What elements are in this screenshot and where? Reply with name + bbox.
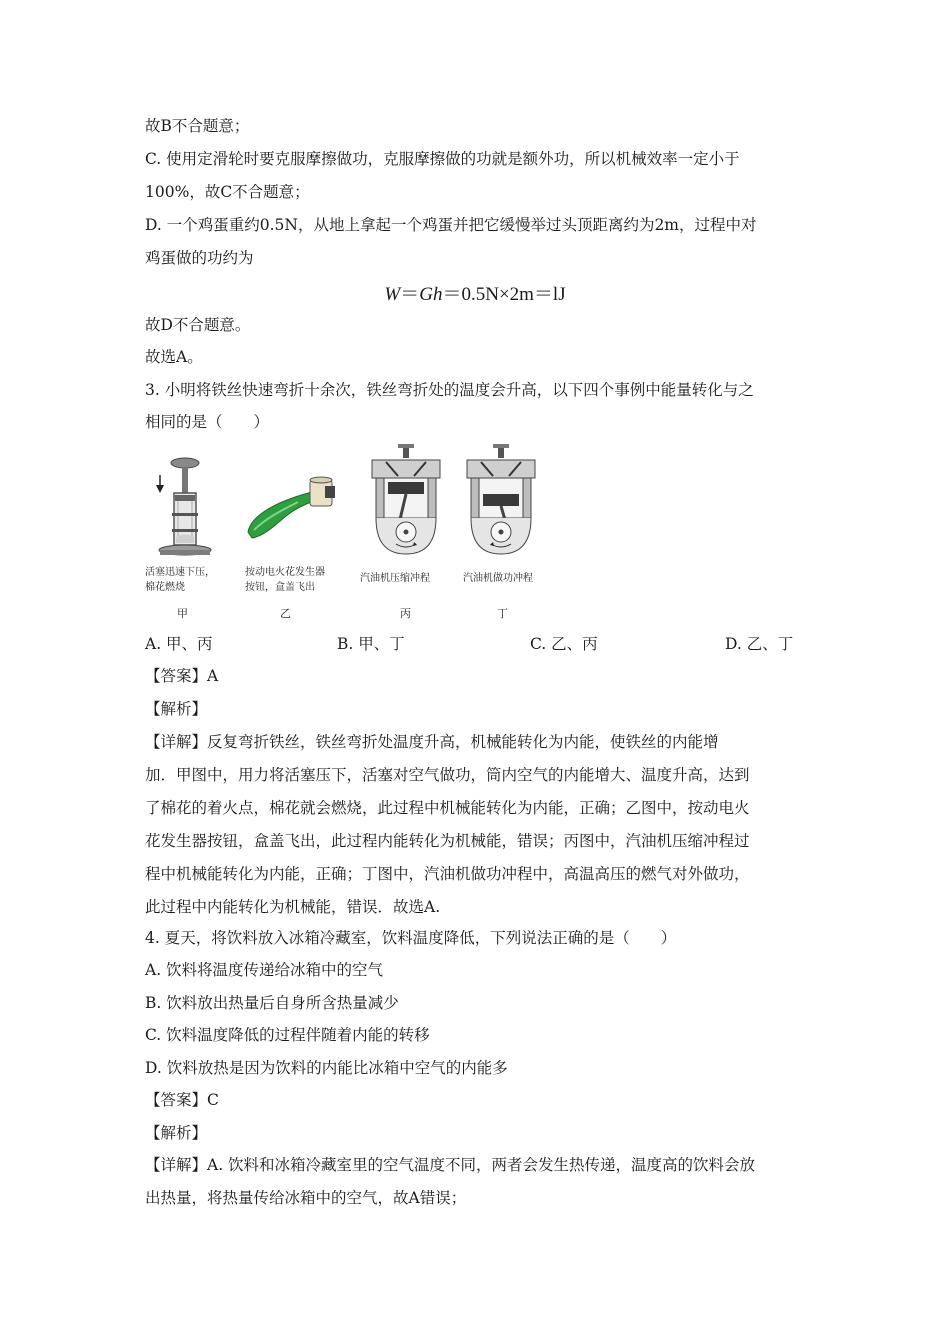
- text-line: 故B不合题意；: [145, 117, 250, 135]
- text-line: 故选A。: [145, 348, 203, 366]
- text-line: 了棉花的着火点，棉花就会燃烧，此过程中机械能转化为内能，正确；乙图中，按动电火: [145, 799, 750, 817]
- figure-caption: 活塞迅速下压，: [145, 567, 215, 578]
- answer-label: 【答案】C: [145, 1091, 219, 1109]
- text-line: C. 使用定滑轮时要克服摩擦做功，克服摩擦做的功就是额外功，所以机械效率一定小于: [145, 150, 740, 168]
- option-line: A. 饮料将温度传递给冰箱中的空气: [145, 961, 384, 979]
- option-a: A. 甲、丙: [145, 635, 213, 653]
- figure-caption: 按钮，盒盖飞出: [245, 582, 315, 593]
- text-line: 加．甲图中，用力将活塞压下，活塞对空气做功，筒内空气的内能增大、温度升高，达到: [145, 766, 750, 784]
- option-line: C. 饮料温度降低的过程伴随着内能的转移: [145, 1026, 430, 1044]
- figure-caption: 棉花燃烧: [145, 582, 185, 593]
- work-formula: [0, 279, 950, 306]
- option-d: D. 乙、丁: [725, 635, 794, 653]
- figure-caption: 按动电火花发生器: [245, 567, 325, 578]
- text-line: 出热量，将热量传给冰箱中的空气，故A错误；: [145, 1189, 467, 1207]
- text-line: 鸡蛋做的功约为: [145, 249, 254, 267]
- text-line: D. 一个鸡蛋重约0.5N，从地上拿起一个鸡蛋并把它缓慢举过头顶距离约为2m，过程中对: [145, 216, 757, 234]
- formula-w: W: [384, 284, 401, 305]
- figure-caption: 汽油机压缩冲程: [360, 573, 430, 584]
- spark-generator-figure: [242, 470, 342, 545]
- text-line: 花发生器按钮，盒盖飞出，此过程内能转化为机械能，错误；丙图中，汽油机压缩冲程过: [145, 832, 750, 850]
- answer-label: 【答案】A: [145, 667, 219, 685]
- option-line: D. 饮料放热是因为饮料的内能比冰箱中空气的内能多: [145, 1059, 508, 1077]
- option-line: B. 饮料放出热量后自身所含热量减少: [145, 994, 399, 1012]
- compression-stroke-figure: [368, 442, 444, 558]
- analysis-label: 【解析】: [145, 1124, 208, 1142]
- figure-label-jia: 甲: [177, 607, 188, 620]
- text-line: 程中机械能转化为内能，正确；丁图中，汽油机做功冲程中，高温高压的燃气对外做功，: [145, 865, 750, 883]
- text-line: 此过程中内能转化为机械能，错误．故选A.: [145, 898, 441, 916]
- question-4-stem: 4. 夏天，将饮料放入冰箱冷藏室，饮料温度降低，下列说法正确的是（ ）: [145, 929, 677, 947]
- figure-label-ding: 丁: [497, 607, 508, 620]
- text-line: 100%，故C不合题意；: [145, 183, 310, 201]
- figure-label-bing: 丙: [400, 607, 411, 620]
- text-line: 故D不合题意。: [145, 316, 251, 334]
- formula-g: G: [419, 284, 433, 305]
- formula-rest: ＝0.5N×2m＝lJ: [442, 284, 566, 305]
- analysis-label: 【解析】: [145, 700, 208, 718]
- text-line: 【详解】A. 饮料和冰箱冷藏室里的空气温度不同，两者会发生热传递，温度高的饮料会放: [145, 1156, 756, 1174]
- figure-caption: 汽油机做功冲程: [463, 573, 533, 584]
- formula-h: h: [432, 284, 443, 305]
- question-3-stem: 相同的是（ ）: [145, 413, 270, 431]
- syringe-figure: [150, 455, 220, 560]
- formula-eq: ＝: [400, 284, 420, 305]
- figure-label-yi: 乙: [280, 607, 291, 620]
- power-stroke-figure: [463, 442, 539, 558]
- option-c: C. 乙、丙: [530, 635, 598, 653]
- text-line: 【详解】反复弯折铁丝，铁丝弯折处温度升高，机械能转化为内能，使铁丝的内能增: [145, 733, 719, 751]
- question-3-stem: 3. 小明将铁丝快速弯折十余次，铁丝弯折处的温度会升高，以下四个事例中能量转化与之: [145, 381, 754, 399]
- option-b: B. 甲、丁: [337, 635, 405, 653]
